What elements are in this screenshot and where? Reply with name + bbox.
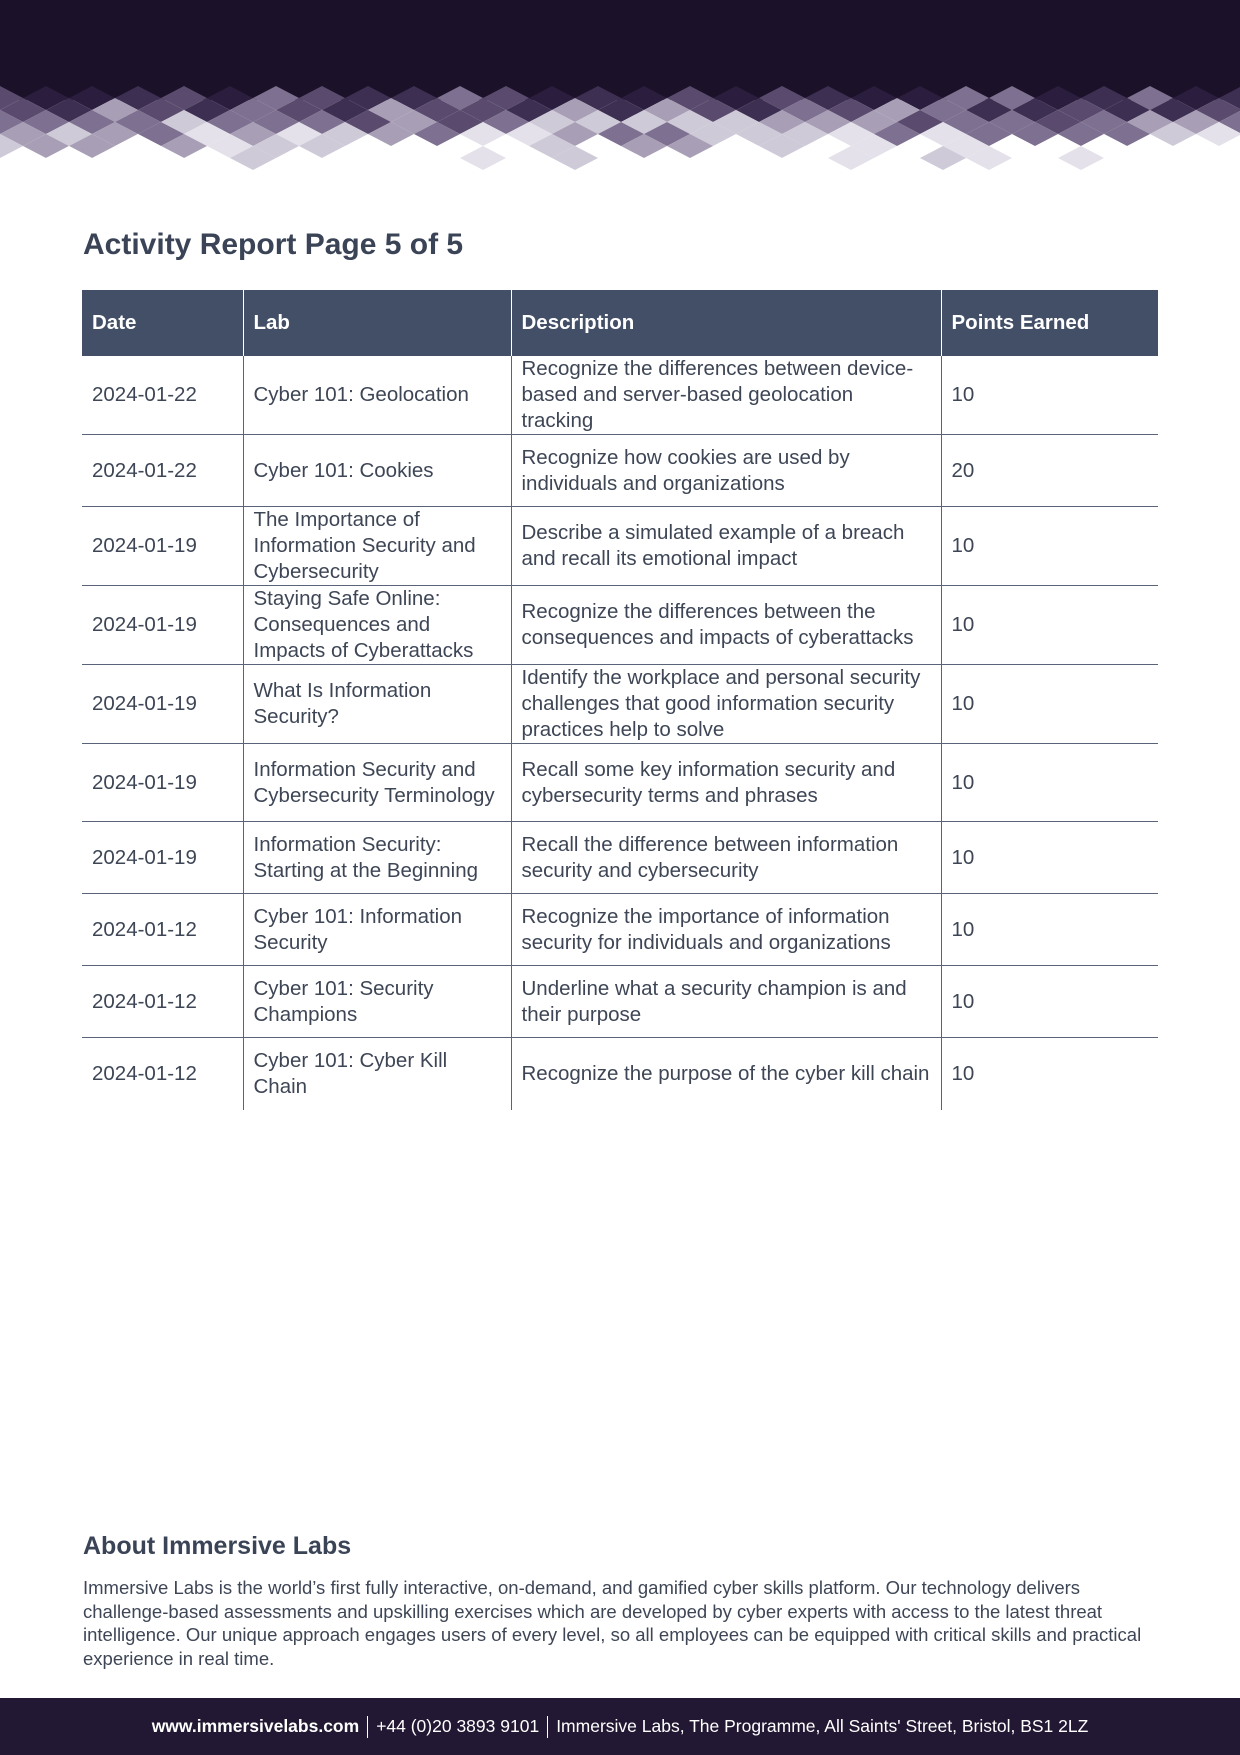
table-row (82, 744, 1158, 822)
points-cell: 10 (941, 1038, 1158, 1110)
description-cell: Recognize the differences between device-based and server-based geolocation tracking (511, 356, 941, 435)
description-cell: Describe a simulated example of a breach and recall its emotional impact (511, 507, 941, 586)
points-cell: 10 (941, 507, 1158, 586)
description-cell: Recognize the purpose of the cyber kill chain (511, 1038, 941, 1110)
table-row (82, 966, 1158, 1038)
header-banner-pattern (0, 0, 1240, 200)
column-header-points: Points Earned (941, 290, 1158, 356)
points-cell: 10 (941, 356, 1158, 435)
date-cell: 2024-01-19 (82, 665, 243, 744)
points-cell: 10 (941, 665, 1158, 744)
table-row (82, 665, 1158, 744)
date-cell: 2024-01-22 (82, 435, 243, 507)
table-row (82, 822, 1158, 894)
table-row (82, 507, 1158, 586)
table-header-row (82, 290, 1158, 356)
points-cell: 10 (941, 966, 1158, 1038)
table-row (82, 435, 1158, 507)
points-cell: 10 (941, 894, 1158, 966)
lab-cell: Staying Safe Online: Consequences and Impacts of Cyberattacks (243, 586, 511, 665)
description-cell: Recognize how cookies are used by individuals and organizations (511, 435, 941, 507)
table-row (82, 356, 1158, 435)
column-header-lab: Lab (243, 290, 511, 356)
lab-cell: What Is Information Security? (243, 665, 511, 744)
lab-cell: Information Security and Cybersecurity Terminology (243, 744, 511, 822)
points-cell: 10 (941, 586, 1158, 665)
description-cell: Recognize the differences between the consequences and impacts of cyberattacks (511, 586, 941, 665)
date-cell: 2024-01-12 (92, 1061, 197, 1085)
footer-divider (367, 1716, 368, 1738)
lab-cell: Cyber 101: Geolocation (243, 356, 511, 435)
lab-cell: Cyber 101: Cyber Kill Chain (243, 1038, 511, 1110)
table-row (82, 1038, 1158, 1110)
description-cell: Recall some key information security and cybersecurity terms and phrases (511, 744, 941, 822)
description-cell: Identify the workplace and personal security challenges that good information security practices help to solve (511, 665, 941, 744)
report-title: Activity Report Page 5 of 5 (83, 228, 464, 261)
lab-cell: Cyber 101: Information Security (243, 894, 511, 966)
description-cell: Recall the difference between information security and cybersecurity (511, 822, 941, 894)
footer-address: Immersive Labs, The Programme, All Saints' Street, Bristol, BS1 2LZ (556, 1716, 1089, 1736)
date-cell: 2024-01-12 (82, 894, 243, 966)
date-cell: 2024-01-19 (82, 586, 243, 665)
lab-cell: Information Security: Starting at the Beginning (243, 822, 511, 894)
points-cell: 10 (941, 744, 1158, 822)
footer-phone: +44 (0)20 3893 9101 (376, 1716, 540, 1736)
date-cell: 2024-01-22 (82, 356, 243, 435)
about-title: About Immersive Labs (83, 1532, 352, 1560)
points-cell: 10 (941, 822, 1158, 894)
lab-cell: Cyber 101: Cookies (243, 435, 511, 507)
lab-cell: Cyber 101: Security Champions (243, 966, 511, 1038)
date-cell: 2024-01-12 (82, 966, 243, 1038)
date-cell: 2024-01-19 (82, 744, 243, 822)
date-cell: 2024-01-19 (82, 507, 243, 586)
description-cell: Recognize the importance of information security for individuals and organizations (511, 894, 941, 966)
date-cell: 2024-01-19 (82, 822, 243, 894)
about-text: Immersive Labs is the world’s first fully interactive, on-demand, and gamified cyber skills platform. Our technology delivers challenge-based assessments and upskilling exercises which are developed by cyber experts with access to the latest threat intelligence. Our unique approach engages users of every level, so all employees can be equipped with critical skills and practical experience in real time. (83, 1577, 1142, 1669)
column-header-date: Date (82, 290, 243, 356)
column-header-description: Description (511, 290, 941, 356)
description-cell: Underline what a security champion is and their purpose (511, 966, 941, 1038)
points-cell: 20 (941, 435, 1158, 507)
footer-website-link[interactable]: www.immersivelabs.com (151, 1716, 360, 1736)
table-row (82, 894, 1158, 966)
footer-divider (547, 1716, 548, 1738)
activity-table (82, 290, 1158, 1110)
table-row (82, 586, 1158, 665)
footer-bar (0, 1698, 1240, 1755)
lab-cell: The Importance of Information Security and Cybersecurity (243, 507, 511, 586)
